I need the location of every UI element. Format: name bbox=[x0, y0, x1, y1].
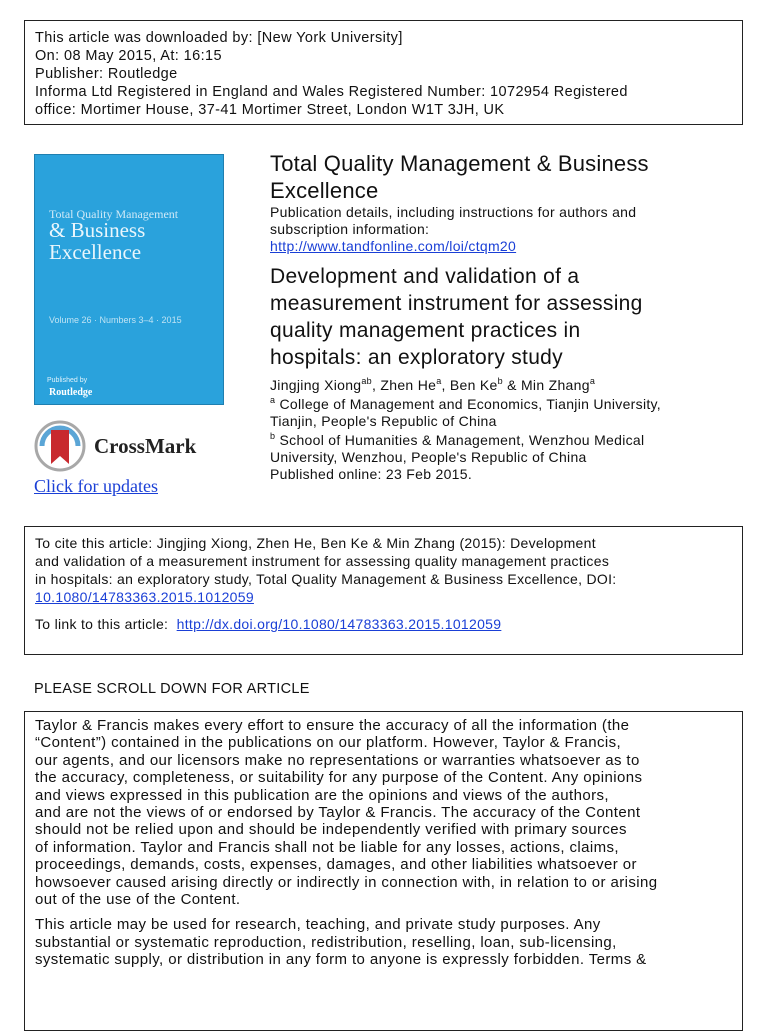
disclaimer-line: substantial or systematic reproduction, redistribution, reselling, loan, sub-licensing, bbox=[35, 933, 617, 951]
journal-url-link[interactable]: http://www.tandfonline.com/loi/ctqm20 bbox=[270, 238, 517, 254]
disclaimer-line: should not be relied upon and should be independently verified with primary sources bbox=[35, 821, 627, 839]
disclaimer-line: proceedings, demands, costs, expenses, damages, and other liabilities whatsoever or bbox=[35, 856, 637, 874]
disclaimer-line: the accuracy, completeness, or suitability for any purpose of the Content. Any opinions bbox=[35, 769, 643, 787]
article-title-line: Development and validation of a bbox=[270, 265, 580, 288]
author-sup: b bbox=[497, 376, 503, 386]
affiliation-b bbox=[270, 432, 740, 466]
affiliation-text: School of Humanities & Management, Wenzhou Medical bbox=[275, 432, 645, 448]
author-sup: ab bbox=[361, 376, 372, 386]
disclaimer-box bbox=[24, 711, 743, 1031]
affiliation-text: College of Management and Economics, Tianjin University, bbox=[275, 396, 661, 412]
article-link-label: To link to this article: bbox=[35, 616, 177, 632]
disclaimer-paragraph bbox=[35, 916, 732, 968]
article-title-line: hospitals: an exploratory study bbox=[270, 346, 563, 369]
journal-cover-image bbox=[34, 154, 224, 405]
disclaimer-line: our agents, and our licensors make no representations or warranties whatsoever as to bbox=[35, 751, 640, 769]
download-line: On: 08 May 2015, At: 16:15 bbox=[35, 48, 222, 64]
published-online: Published online: 23 Feb 2015. bbox=[270, 466, 473, 482]
cover-volume: Volume 26 · Numbers 3–4 · 2015 bbox=[49, 315, 182, 325]
citation-line: in hospitals: an exploratory study, Total Quality Management & Business Excellence, DOI: bbox=[35, 571, 617, 587]
disclaimer-line: howsoever caused arising directly or indirectly in connection with, in relation to or arising bbox=[35, 873, 658, 891]
doi-link[interactable]: 10.1080/14783363.2015.1012059 bbox=[35, 589, 254, 605]
article-header bbox=[270, 150, 740, 483]
affiliation-text: University, Wenzhou, People's Republic of China bbox=[270, 449, 587, 465]
affiliation-sup: a bbox=[270, 395, 276, 405]
affiliation-a bbox=[270, 396, 740, 430]
affiliation-text: Tianjin, People's Republic of China bbox=[270, 413, 497, 429]
author-separator: , bbox=[441, 377, 450, 393]
citation-box bbox=[24, 526, 743, 655]
publication-details bbox=[270, 204, 740, 255]
click-for-updates-link[interactable]: Click for updates bbox=[34, 476, 158, 496]
disclaimer-line: out of the use of the Content. bbox=[35, 891, 241, 909]
cover-published-by: Published by bbox=[47, 377, 88, 384]
cover-publisher-logo: Routledge bbox=[49, 387, 93, 398]
journal-title bbox=[270, 150, 740, 204]
authors-affiliations bbox=[270, 377, 740, 483]
download-line: Publisher: Routledge bbox=[35, 66, 178, 82]
pub-details-line: subscription information: bbox=[270, 221, 430, 237]
disclaimer-line: and are not the views of or endorsed by Taylor & Francis. The accuracy of the Content bbox=[35, 804, 641, 822]
disclaimer-line: “Content”) contained in the publications on our platform. However, Taylor & Francis, bbox=[35, 734, 622, 752]
author-name: Jingjing Xiong bbox=[270, 377, 362, 393]
cover-small-title: Total Quality Management bbox=[49, 207, 179, 221]
journal-title-line: Excellence bbox=[270, 178, 379, 203]
article-title-line: measurement instrument for assessing bbox=[270, 292, 643, 315]
citation-line: To cite this article: Jingjing Xiong, Zhen He, Ben Ke & Min Zhang (2015): Development bbox=[35, 535, 596, 551]
crossmark-badge[interactable] bbox=[34, 420, 234, 470]
download-line: Informa Ltd Registered in England and Wales Registered Number: 1072954 Registered bbox=[35, 84, 628, 100]
author-sup: a bbox=[589, 376, 596, 386]
author-separator: & bbox=[502, 377, 521, 393]
crossmark-label: CrossMark bbox=[94, 434, 197, 458]
author-name: Min Zhang bbox=[520, 377, 590, 393]
cover-title-line: & Business bbox=[49, 218, 146, 242]
crossmark-icon bbox=[34, 420, 86, 472]
disclaimer-line: systematic supply, or distribution in any form to anyone is expressly forbidden. Terms & bbox=[35, 951, 647, 969]
scroll-down-note: PLEASE SCROLL DOWN FOR ARTICLE bbox=[34, 681, 310, 697]
authors-line bbox=[270, 377, 740, 394]
author-separator: , bbox=[372, 377, 381, 393]
disclaimer-line: and views expressed in this publication are the opinions and views of the authors, bbox=[35, 786, 609, 804]
affiliation-sup: b bbox=[270, 431, 276, 441]
download-line: office: Mortimer House, 37-41 Mortimer Street, London W1T 3JH, UK bbox=[35, 102, 505, 118]
download-info-box bbox=[24, 20, 743, 125]
article-title bbox=[270, 263, 740, 371]
disclaimer-paragraph bbox=[35, 717, 732, 908]
author-sup: a bbox=[436, 376, 442, 386]
pub-details-line: Publication details, including instructions for authors and bbox=[270, 204, 637, 220]
disclaimer-line: This article may be used for research, teaching, and private study purposes. Any bbox=[35, 916, 601, 934]
article-title-line: quality management practices in bbox=[270, 319, 581, 342]
author-name: Zhen He bbox=[380, 377, 437, 393]
article-doi-url-link[interactable]: http://dx.doi.org/10.1080/14783363.2015.1012059 bbox=[176, 616, 502, 632]
download-line: This article was downloaded by: [New York University] bbox=[35, 30, 403, 46]
disclaimer-line: Taylor & Francis makes every effort to ensure the accuracy of all the information (the bbox=[35, 717, 630, 734]
journal-title-line: Total Quality Management & Business bbox=[270, 151, 649, 176]
article-link-row bbox=[35, 615, 732, 633]
cover-title bbox=[49, 219, 145, 263]
citation-line: and validation of a measurement instrument for assessing quality management practices bbox=[35, 553, 610, 569]
cover-title-line: Excellence bbox=[49, 240, 142, 264]
author-name: Ben Ke bbox=[449, 377, 498, 393]
disclaimer-line: of information. Taylor and Francis shall not be liable for any losses, actions, claims, bbox=[35, 838, 619, 856]
